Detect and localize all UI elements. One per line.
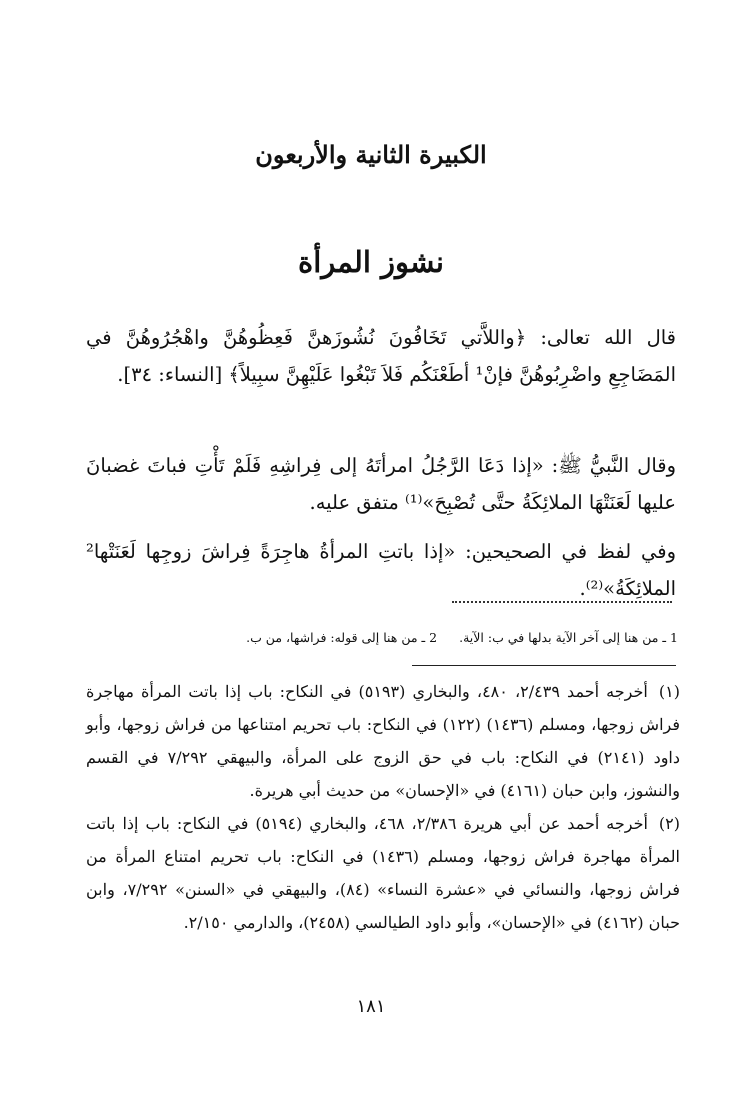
footnote-divider — [412, 665, 676, 666]
footnote-text: أخرجه أحمد ٢/٤٣٩، ٤٨٠، والبخاري (٥١٩٣) في النكاح: باب إذا باتت المرأة مهاجرة فراش زوجها، ومسلم (١٤٣٦) (١٢٢) في النكاح: باب تحريم امتناعها من فراش زوجها، وأبو داود (٢١٤١) في النكاح: باب في حق الزوج على المرأة، والبيهقي ٧/٢٩٢ في القسم والنشوز، وابن حبان (٤١٦١) في «الإحسان» من حديث أبي هريرة. — [86, 682, 681, 800]
quran-verse-paragraph: قال الله تعالى: ﴿واللاَّتي تَخَافُونَ نُشُوزَهنَّ فَعِظُوهُنَّ واهْجُرُوهُنَّ في المَضَاجِعِ واضْرِبُوهُنَّ فإنْ¹ أطَعْنَكُم فَلاَ تَبْغُوا عَلَيْهِنَّ سبِيلاً﴾ [النساء: ٣٤]. — [86, 326, 676, 386]
editor-notes — [130, 628, 678, 648]
editor-note: 1 ـ من هنا إلى آخر الآية بدلها في ب: الآية. — [459, 630, 678, 645]
footnote-marker: (١) — [658, 682, 681, 701]
footnotes — [86, 675, 680, 939]
footnote-text: أخرجه أحمد عن أبي هريرة ٢/٣٨٦، ٤٦٨، والبخاري (٥١٩٤) في النكاح: باب إذا باتت المرأة مهاجرة فراش زوجها، ومسلم (١٤٣٦) في النكاح: باب تحريم امتناع المرأة من فراش زوجها، والنسائي في «عشرة النساء» (٨٤)، والبيهقي في «السنن» ٧/٢٩٢، وابن حبان (٤١٦٢) في «الإحسان»، وأبو داود الطيالسي (٢٤٥٨)، والدارمي ٢/١٥٠. — [86, 814, 681, 932]
hadith-variant-paragraph: وفي لفظ في الصحيحين: «إذا باتتِ المرأةُ هاجِرَةً فِراشَ زوجِها لَعَنَتْها² الملائِكَةُ»⁽²⁾. — [86, 540, 676, 600]
chapter-heading: الكبيرة الثانية والأربعون — [255, 140, 487, 169]
dotted-separator — [452, 601, 672, 603]
footnote — [86, 807, 680, 939]
footnote — [86, 675, 680, 807]
hadith-paragraph: وقال النَّبيُّ ﷺ: «إذا دَعَا الرَّجُلُ امرأتَهُ إلى فِراشِهِ فَلَمْ تَأْتِ فباتَ غضبانَ عليها لَعَنَتْهَا الملائِكَةُ حتَّى تُصْبِحَ»⁽¹⁾ متفق عليه. — [86, 454, 676, 514]
editor-note: 2 ـ من هنا إلى قوله: فراشها، من ب. — [246, 630, 438, 645]
page-number: ١٨١ — [356, 996, 386, 1017]
section-title: نشوز المرأة — [298, 245, 444, 279]
footnote-marker: (٢) — [658, 814, 681, 833]
